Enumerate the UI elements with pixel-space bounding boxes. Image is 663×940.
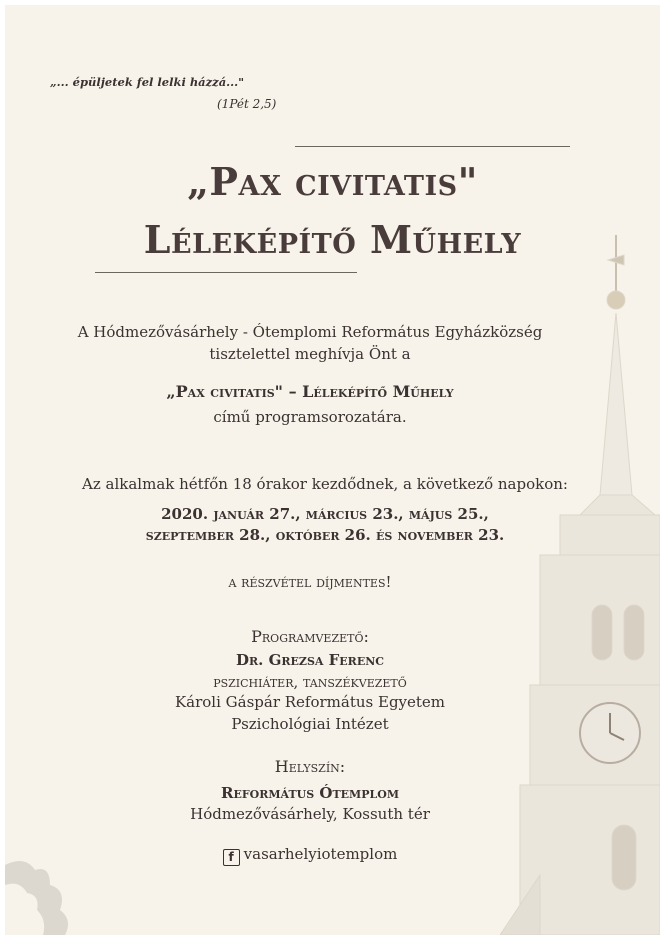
leader-heading: Programvezető:	[251, 627, 369, 646]
venue-heading: Helyszín:	[274, 757, 346, 776]
leader-department: Pszichológiai Intézet	[231, 715, 389, 733]
venue-name: Református Ótemplom	[220, 784, 399, 802]
decorative-corner-ornament	[5, 855, 75, 935]
program-name: „Pax civitatis" – Léleképítő Műhely	[166, 382, 454, 401]
social-link[interactable]	[45, 845, 575, 866]
facebook-icon: f	[223, 849, 240, 866]
invitation-page	[5, 5, 660, 935]
schedule-dates-line-1: 2020. január 27., március 23., május 25.,	[161, 505, 489, 523]
social-handle: vasarhelyiotemplom	[243, 845, 398, 863]
top-divider	[295, 146, 570, 147]
invitation-line-2: tisztelettel meghívja Önt a	[209, 345, 411, 363]
title-line-1: „Pax civitatis"	[187, 159, 478, 204]
invitation-line-4: című programsorozatára.	[213, 408, 407, 426]
leader-role: pszichiáter, tanszékvezető	[213, 673, 407, 691]
bible-quote: „... épüljetek fel lelki házzá..."	[50, 75, 245, 89]
invitation-line-1: A Hódmezővásárhely - Ótemplomi Református Egyházközség	[77, 323, 543, 341]
bottom-divider	[95, 272, 357, 273]
leader-name: Dr. Grezsa Ferenc	[235, 651, 385, 669]
title-line-2: Léleképítő Műhely	[143, 217, 522, 262]
venue-address: Hódmezővásárhely, Kossuth tér	[190, 805, 430, 823]
free-entry-notice: a részvétel díjmentes!	[228, 573, 392, 591]
bible-reference: (1Pét 2,5)	[217, 97, 277, 111]
leader-institution: Károli Gáspár Református Egyetem	[174, 693, 446, 711]
schedule-dates-line-2: szeptember 28., október 26. és november 23.	[145, 526, 505, 544]
schedule-intro: Az alkalmak hétfőn 18 órakor kezdődnek, a következő napokon:	[82, 475, 568, 493]
